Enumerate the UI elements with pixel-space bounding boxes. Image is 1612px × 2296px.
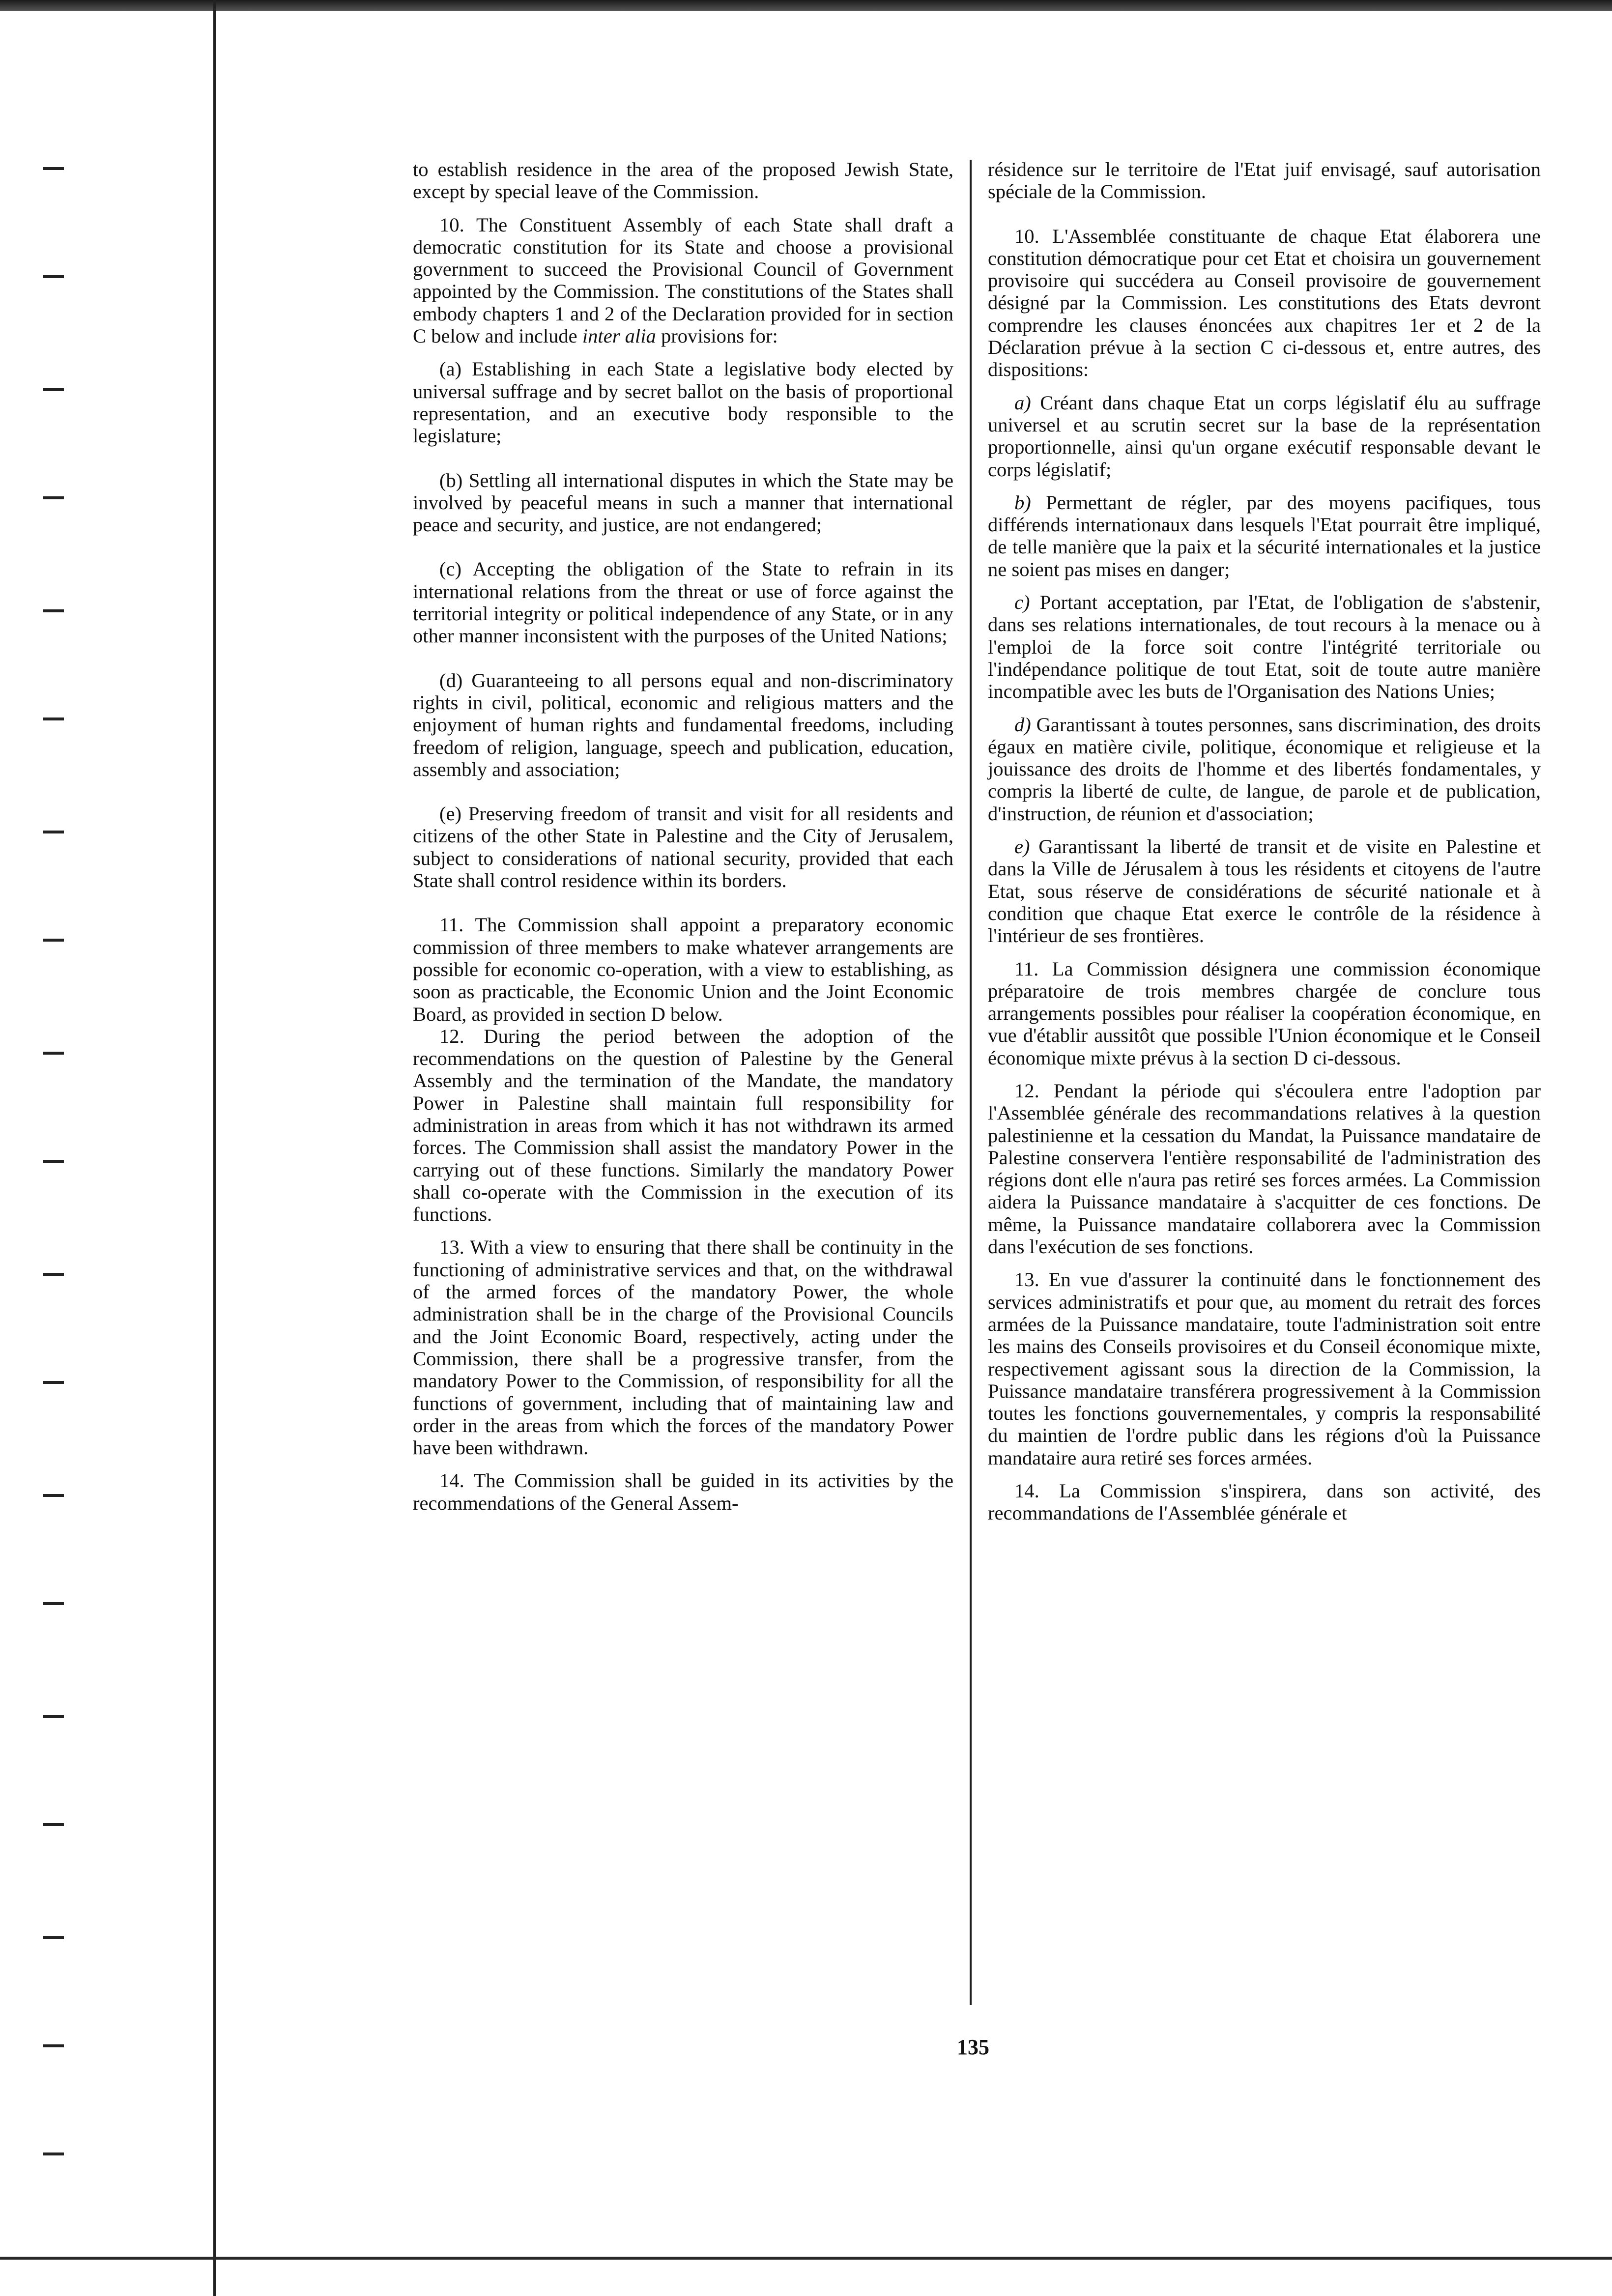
english-column [413, 158, 953, 1514]
page-number: 135 [957, 2035, 989, 2059]
clause-c-text: Accepting the obligation of the State to refrain in its international relations from the threat or use of force against the territorial integrity or political independence of any State, or in any other manner inconsistent with the purposes of the United Nations; [413, 558, 954, 647]
binding-hole-mark [43, 609, 64, 612]
binding-hole-mark [43, 1381, 64, 1384]
clause-d [988, 714, 1541, 825]
paragraph-14: 14. La Commission s'inspirera, dans son activité, des recommandations de l'Assemblée générale et [988, 1480, 1541, 1524]
clause-a-text: Créant dans chaque Etat un corps législatif élu au suffrage universel et au scrutin secret sur la base de la représentation proportionnelle, ainsi qu'un organe exécutif responsable devant le corps législatif; [988, 391, 1541, 481]
clause-e-label: (e) [439, 803, 462, 825]
paragraph-10: 10. L'Assemblée constituante de chaque Etat élaborera une constitution démocratique pour cet Etat et choisira un gouvernement provisoire qui succédera au Conseil provisoire de gouvernement désigné par la Commission. Les constitutions des Etats devront comprendre les clauses énoncées aux chapitres 1er et 2 de la Déclaration prévue à la section C ci-dessous et, entre autres, des dispositions: [988, 225, 1541, 381]
paragraph-continuation: résidence sur le territoire de l'Etat juif envisagé, sauf autorisation spéciale de la Commission. [988, 158, 1541, 203]
clause-b [413, 469, 953, 536]
binding-hole-mark [43, 1602, 64, 1605]
clause-c-label: (c) [439, 558, 462, 580]
clause-d-text: Guaranteeing to all persons equal and non-discriminatory rights in civil, political, economic and religious matters and the enjoyment of human rights and fundamental freedoms, including freedom of religion, language, speech and publication, education, assembly and association; [413, 669, 953, 780]
latin-phrase: inter alia [582, 325, 656, 347]
binding-hole-mark [43, 2152, 64, 2155]
clause-e-text: Preserving freedom of transit and visit for all residents and citizens of the other State in Palestine and the City of Jerusalem, subject to considerations of national security, provided that each State shall control residence within its borders. [413, 803, 953, 892]
binding-hole-mark [43, 718, 64, 720]
paragraph-13: 13. With a view to ensuring that there shall be continuity in the functioning of administrative services and that, on the withdrawal of the armed forces of the mandatory Power, the whole administration shall be in the charge of the Provisional Councils and the Joint Economic Board, respectively, acting under the Commission, there shall be a progressive transfer, from the mandatory Power to the Commission, of responsibility for all the functions of government, including that of maintaining law and order in the areas from which the forces of the mandatory Power have been withdrawn. [413, 1236, 953, 1459]
paragraph-11: 11. The Commission shall appoint a preparatory economic commission of three members to make whatever arrangements are possible for economic co-operation, with a view to establishing, as soon as practicable, the Economic Union and the Joint Economic Board, as provided in section D below. [413, 914, 953, 1025]
clause-b-label: b) [1014, 491, 1031, 514]
binding-hole-mark [43, 167, 64, 170]
paragraph-11: 11. La Commission désignera une commission économique préparatoire de trois membres chargée de conclure tous arrangements possibles pour réaliser la coopération économique, en vue d'établir aussitôt que possible l'Union économique et le Conseil économique mixte prévus à la section D ci-dessous. [988, 957, 1541, 1069]
clause-c [988, 591, 1541, 702]
binding-hole-mark [43, 275, 64, 278]
binding-hole-mark [43, 831, 64, 833]
paragraph-12: 12. During the period between the adoption of the recommendations on the question of Palestine by the General Assembly and the termination of the Mandate, the mandatory Power in Palestine shall maintain full responsibility for administration in areas from which it has not withdrawn its armed forces. The Commission shall assist the mandatory Power in the carrying out of these functions. Similarly the mandatory Power shall co-operate with the Commission in the execution of its functions. [413, 1025, 953, 1226]
clause-c [413, 558, 953, 647]
page-top-edge [0, 0, 1612, 11]
clause-d [413, 669, 953, 780]
binding-hole-mark [43, 1936, 64, 1939]
binding-hole-mark [43, 1052, 64, 1055]
binding-hole-mark [43, 496, 64, 499]
paragraph-12: 12. Pendant la période qui s'écoulera entre l'adoption par l'Assemblée générale des recommandations relatives à la question palestinienne et la cessation du Mandat, la Puissance mandataire de Palestine conservera l'entière responsabilité de l'administration des régions dont elle n'aura pas retiré ses forces armées. La Commission aidera la Puissance mandataire à s'acquitter de ces fonctions. De même, la Puissance mandataire collaborera avec la Commission dans l'exécution de ses fonctions. [988, 1079, 1541, 1258]
clause-e [988, 835, 1541, 947]
binding-hole-mark [43, 1273, 64, 1276]
clause-b [988, 491, 1541, 580]
binding-hole-mark [43, 388, 64, 391]
clause-a-label: a) [1014, 391, 1031, 414]
binding-margin [0, 0, 216, 2296]
paragraph-10 [413, 214, 953, 347]
page-bottom-edge [0, 2257, 1612, 2260]
clause-e-text: Garantissant la liberté de transit et de visite en Palestine et dans la Ville de Jérusalem à tous les résidents et citoyens de l'autre Etat, sous réserve de considérations de sécurité nationale et à condition que chaque Etat exerce le contrôle de la résidence à l'intérieur de ses frontières. [988, 835, 1541, 947]
clause-b-label: (b) [439, 469, 463, 491]
binding-hole-mark [43, 939, 64, 942]
binding-hole-mark [43, 2044, 64, 2047]
paragraph-14: 14. The Commission shall be guided in its activities by the recommendations of the General Assem- [413, 1469, 953, 1514]
clause-d-text: Garantissant à toutes personnes, sans discrimination, des droits égaux en matière civile, politique, économique et religieuse et la jouissance des droits de l'homme et des libertés fondamentales, y compris la liberté de culte, de langue, de parole et de publication, d'instruction, de réunion et d'association; [988, 713, 1541, 825]
clause-a [988, 392, 1541, 481]
paragraph-13: 13. En vue d'assurer la continuité dans le fonctionnement des services administratifs et pour que, au moment du retrait des forces armées de la Puissance mandataire, toute l'administration soit entre les mains des Conseils provisoires et du Conseil économique mixte, respectivement agissant sous la direction de la Commission, la Puissance mandataire transférera progressivement à la Commission toutes les fonctions gouvernementales, y compris la responsabilité du maintien de l'ordre public dans les régions d'où la Puissance mandataire aura retiré ses forces armées. [988, 1268, 1541, 1469]
binding-hole-mark [43, 1494, 64, 1497]
paragraph-10-ending: provisions for: [661, 325, 778, 347]
binding-hole-mark [43, 1160, 64, 1163]
clause-a-text: Establishing in each State a legislative body elected by universal suffrage and by secret ballot on the basis of proportional representation, and an executive body responsible to the legislature; [413, 358, 953, 447]
clause-b-text: Settling all international disputes in which the State may be involved by peaceful means in such a manner that international peace and security, and justice, are not endangered; [413, 469, 953, 536]
column-divider [970, 160, 972, 2005]
clause-d-label: (d) [439, 669, 463, 691]
clause-c-label: c) [1014, 591, 1030, 614]
clause-c-text: Portant acceptation, par l'Etat, de l'obligation de s'abstenir, dans ses relations internationales, de tout recours à la menace ou à l'emploi de la force soit contre l'intégrité territoriale ou l'indépendance politique de tout Etat, soit de toute autre manière incompatible avec les buts de l'Organisation des Nations Unies; [988, 591, 1541, 703]
french-column [988, 158, 1541, 1524]
clause-e [413, 803, 953, 891]
paragraph-continuation: to establish residence in the area of the proposed Jewish State, except by special leave of the Commission. [413, 158, 953, 203]
paragraph-10-text: 10. The Constituent Assembly of each State shall draft a democratic constitution for its State and choose a provisional government to succeed the Provisional Council of Government appointed by the Commission. The constitutions of the States shall embody chapters 1 and 2 of the Declaration provided for in section C below and include [413, 213, 953, 347]
binding-hole-mark [43, 1823, 64, 1826]
clause-a-label: (a) [439, 358, 462, 380]
clause-b-text: Permettant de régler, par des moyens pacifiques, tous différends internationaux dans lesquels l'Etat pourrait être impliqué, de telle manière que la paix et la sécurité internationales et la justice ne soient pas mises en danger; [988, 491, 1541, 580]
clause-e-label: e) [1014, 835, 1030, 858]
clause-d-label: d) [1014, 713, 1031, 736]
clause-a [413, 358, 953, 447]
binding-hole-mark [43, 1715, 64, 1718]
